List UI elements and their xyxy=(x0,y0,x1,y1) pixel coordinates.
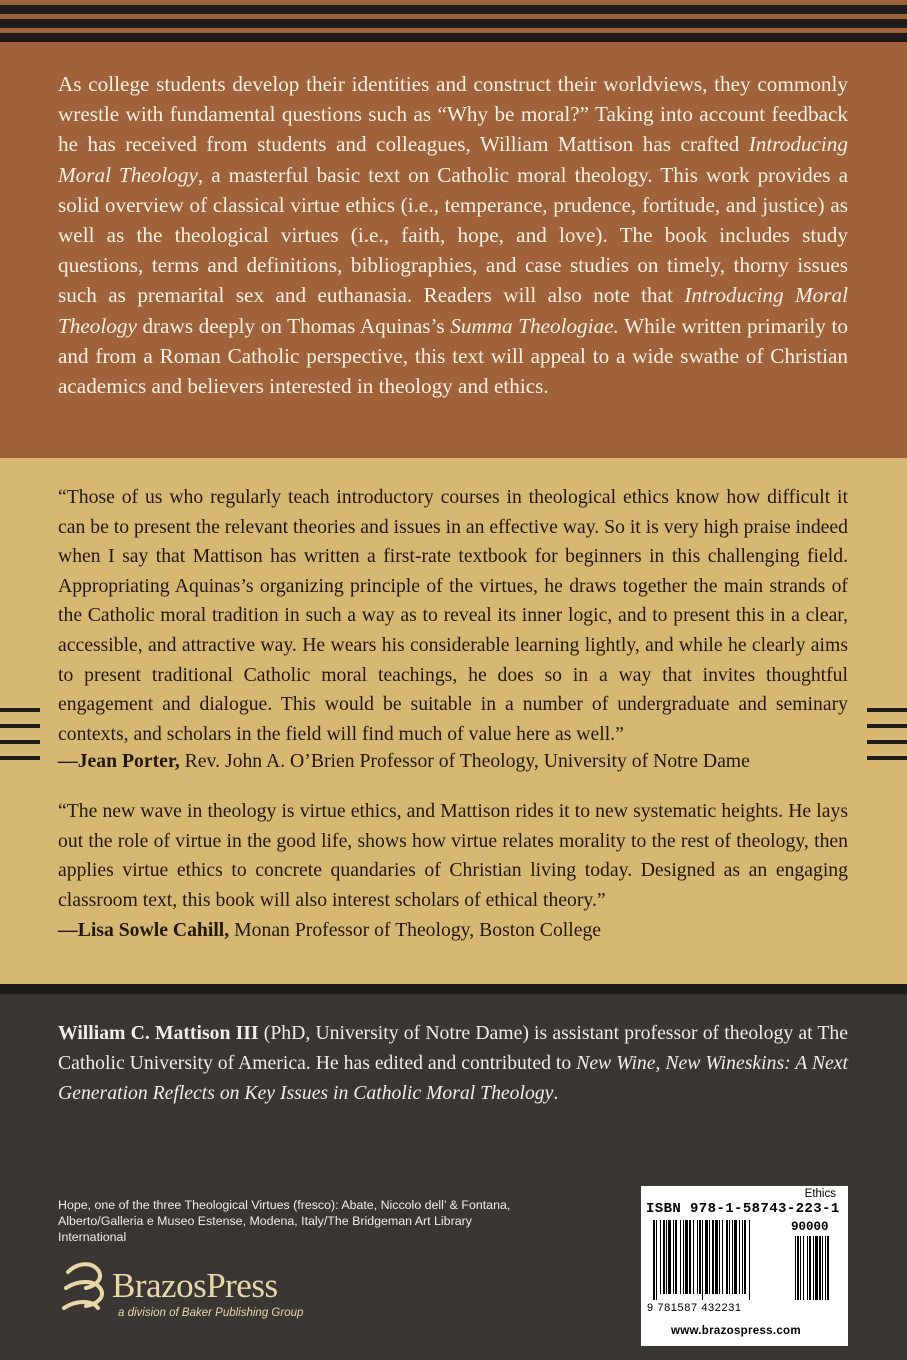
summa-title: Summa Theologiae. xyxy=(450,313,619,338)
top-stripe-border xyxy=(0,0,907,50)
brazos-logo-icon xyxy=(58,1258,118,1328)
endorsement-attribution-cahill: —Lisa Sowle Cahill, Monan Professor of Theology, Boston College xyxy=(58,919,602,941)
endorsement-quote-cahill: “The new wave in theology is virtue ethics, and Mattison rides it to new systematic heights. He lays out the role of virtue in the good life, shows how virtue relates morality to the rest of theology, then applies virtue ethics to concrete quandaries of Christian living today. Designed as an engaging classroom text, this book will also interest scholars of ethical theory.” xyxy=(58,800,848,911)
barcode-number: 9 781587 432231 xyxy=(647,1302,742,1314)
publisher-tagline: a division of Baker Publishing Group xyxy=(118,1307,304,1319)
endorsement-attribution-porter: —Jean Porter, Rev. John A. O’Brien Professor of Theology, University of Notre Dame xyxy=(58,750,750,772)
author-name: William C. Mattison III xyxy=(58,1022,259,1044)
endorser-name: —Lisa Sowle Cahill, xyxy=(58,919,230,941)
endorsement-quote-porter: “Those of us who regularly teach introductory courses in theological ethics know how difficult it can be to present the relevant theories and issues in an effective way. So it is very high praise indeed when I say that Mattison has written a first-rate textbook for beginners in this challenging field. Appropriating Aquinas’s organizing principle of the virtues, he draws together the main strands of the Catholic moral tradition in such a way as to reveal its inner logic, and to present this in a clear, accessible, and attractive way. He wears his considerable learning lightly, and while he clearly aims to present traditional Catholic moral teachings, he does so in a way that invites thoughtful engagement and dialogue. This would be suitable in a number of undergraduate and seminary contexts, and scholars in the field will find much of value here as well.” xyxy=(58,486,848,745)
edited-book-title: New Wine, New Wineskins: A Next Generation Reflects on Key Issues in Catholic Moral Theology xyxy=(58,1052,848,1104)
publisher-website: www.brazospress.com xyxy=(671,1325,801,1337)
author-bio: William C. Mattison III (PhD, University of Notre Dame) is assistant professor of theology at The Catholic University of America. He has edited and contributed to New Wine, New Wineskins: A Next Generation Reflects on Key Issues in Catholic Moral Theology. xyxy=(58,1022,848,1104)
category-label: Ethics xyxy=(804,1188,836,1200)
isbn-text: ISBN 978-1-58743-223-1 xyxy=(646,1201,840,1217)
cover-image-credit: Hope, one of the three Theological Virtues (fresco): Abate, Niccolo dell’ & Fontana, Alberto/Galleria e Museo Estense, Modena, Italy/The Bridgeman Art Library International xyxy=(58,1198,511,1244)
book-description: As college students develop their identities and construct their worldviews, they commonly wrestle with fundamental questions such as “Why be moral?” Taking into account feedback he has received from students and colleagues, William Mattison has crafted Introducing Moral Theology, a masterful basic text on Catholic moral theology. This work provides a solid overview of classical virtue ethics (i.e., temperance, prudence, fortitude, and justice) as well as the theological virtues (i.e., faith, hope, and love). The book includes study questions, terms and definitions, bibliographies, and case studies on timely, thorny issues such as premarital sex and euthanasia. Readers will also note that Introducing Moral Theology draws deeply on Thomas Aquinas’s Summa Theologiae. While written primarily to and from a Roman Catholic perspective, this text will appeal to a wide swathe of Christian academics and believers interested in theology and ethics. xyxy=(58,72,848,399)
barcode-panel xyxy=(641,1186,848,1346)
price-addon-text: 90000 xyxy=(791,1220,829,1234)
book-title: Introducing Moral Theology xyxy=(58,283,848,338)
publisher-name: BrazosPress xyxy=(112,1266,278,1305)
book-title: Introducing Moral Theology xyxy=(58,132,848,187)
endorser-name: —Jean Porter, xyxy=(58,750,180,772)
